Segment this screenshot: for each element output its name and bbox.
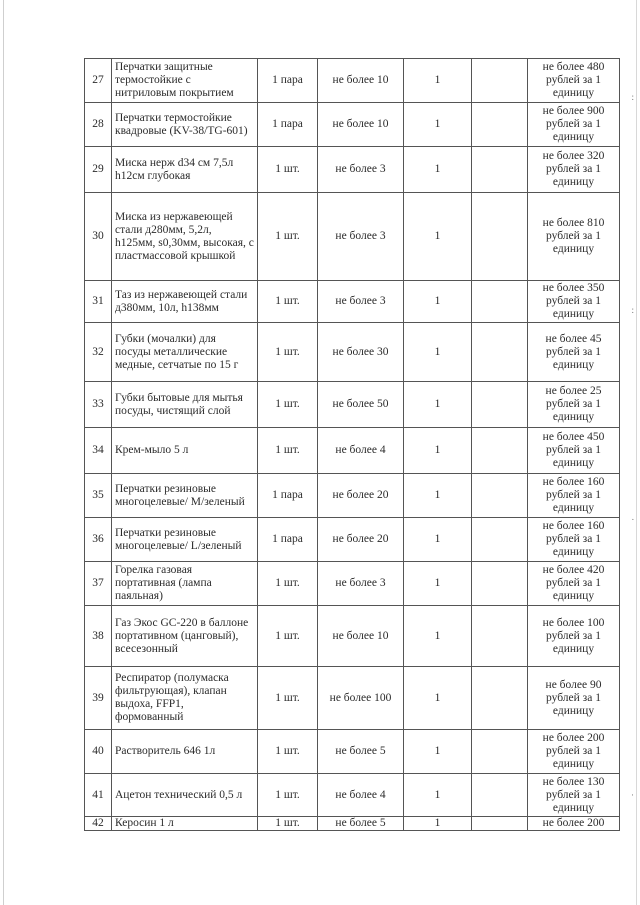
- cell-name: Керосин 1 л: [112, 817, 258, 831]
- cell-name: Перчатки термостойкие квадровые (KV-38/TG-601): [112, 103, 258, 147]
- cell-unit: 1 шт.: [258, 817, 318, 831]
- table-row: [85, 428, 620, 474]
- empty-cell: [472, 103, 528, 147]
- cell-unit: 1 шт.: [258, 606, 318, 667]
- cell-flag: 1: [404, 428, 472, 474]
- cell-flag: 1: [404, 562, 472, 606]
- cell-unit: 1 шт.: [258, 562, 318, 606]
- empty-cell: [472, 562, 528, 606]
- cell-flag: 1: [404, 730, 472, 774]
- empty-cell: [472, 323, 528, 382]
- empty-cell: [472, 774, 528, 817]
- empty-cell: [472, 817, 528, 831]
- table-row: [85, 774, 620, 817]
- cell-name: Крем-мыло 5 л: [112, 428, 258, 474]
- cell-unit: 1 пара: [258, 59, 318, 103]
- table-row: [85, 147, 620, 193]
- table-row: [85, 103, 620, 147]
- cell-name: Таз из нержавеющей стали д380мм, 10л, h138мм: [112, 281, 258, 323]
- cell-flag: 1: [404, 606, 472, 667]
- empty-cell: [472, 606, 528, 667]
- cell-num: 36: [85, 518, 112, 562]
- empty-cell: [472, 193, 528, 281]
- cell-flag: 1: [404, 667, 472, 730]
- cell-qty: не более 3: [318, 281, 404, 323]
- cell-price: не более 810 рублей за 1 единицу: [528, 193, 620, 281]
- empty-cell: [472, 667, 528, 730]
- cell-price: не более 160 рублей за 1 единицу: [528, 518, 620, 562]
- cell-price: не более 25 рублей за 1 единицу: [528, 382, 620, 428]
- cell-num: 40: [85, 730, 112, 774]
- table-row: [85, 730, 620, 774]
- cell-flag: 1: [404, 147, 472, 193]
- cell-name: Перчатки защитные термостойкие с нитриловым покрытием: [112, 59, 258, 103]
- cell-qty: не более 3: [318, 147, 404, 193]
- cell-unit: 1 шт.: [258, 323, 318, 382]
- cell-num: 29: [85, 147, 112, 193]
- cell-flag: 1: [404, 193, 472, 281]
- cell-price: не более 350 рублей за 1 единицу: [528, 281, 620, 323]
- cell-num: 28: [85, 103, 112, 147]
- table-row: [85, 281, 620, 323]
- scan-margin-mark: ·: [631, 790, 634, 800]
- empty-cell: [472, 474, 528, 518]
- cell-name: Ацетон технический 0,5 л: [112, 774, 258, 817]
- items-table: [84, 58, 620, 831]
- scan-edge-left: [3, 0, 4, 905]
- cell-flag: 1: [404, 59, 472, 103]
- cell-qty: не более 3: [318, 193, 404, 281]
- cell-num: 27: [85, 59, 112, 103]
- empty-cell: [472, 730, 528, 774]
- cell-num: 41: [85, 774, 112, 817]
- cell-qty: не более 10: [318, 606, 404, 667]
- cell-flag: 1: [404, 281, 472, 323]
- cell-name: Миска из нержавеющей стали д280мм, 5,2л, h125мм, s0,30мм, высокая, с пластмассовой крышкой: [112, 193, 258, 281]
- cell-flag: 1: [404, 774, 472, 817]
- cell-unit: 1 пара: [258, 474, 318, 518]
- cell-num: 38: [85, 606, 112, 667]
- cell-qty: не более 10: [318, 103, 404, 147]
- cell-flag: 1: [404, 474, 472, 518]
- cell-price: не более 200 рублей за 1 единицу: [528, 730, 620, 774]
- cell-flag: 1: [404, 518, 472, 562]
- table-row: [85, 193, 620, 281]
- cell-num: 39: [85, 667, 112, 730]
- cell-unit: 1 шт.: [258, 730, 318, 774]
- scan-margin-mark: :: [631, 92, 634, 102]
- cell-unit: 1 пара: [258, 518, 318, 562]
- cell-qty: не более 4: [318, 428, 404, 474]
- cell-name: Растворитель 646 1л: [112, 730, 258, 774]
- cell-num: 37: [85, 562, 112, 606]
- empty-cell: [472, 428, 528, 474]
- cell-unit: 1 шт.: [258, 281, 318, 323]
- cell-price: не более 450 рублей за 1 единицу: [528, 428, 620, 474]
- empty-cell: [472, 518, 528, 562]
- cell-name: Перчатки резиновые многоцелевые/ L/зеленый: [112, 518, 258, 562]
- table-row: [85, 59, 620, 103]
- cell-unit: 1 шт.: [258, 147, 318, 193]
- cell-price: не более 130 рублей за 1 единицу: [528, 774, 620, 817]
- empty-cell: [472, 281, 528, 323]
- cell-unit: 1 шт.: [258, 428, 318, 474]
- cell-name: Горелка газовая портативная (лампа паяльная): [112, 562, 258, 606]
- cell-num: 42: [85, 817, 112, 831]
- cell-flag: 1: [404, 323, 472, 382]
- table-row: [85, 562, 620, 606]
- cell-qty: не более 20: [318, 518, 404, 562]
- cell-price: не более 320 рублей за 1 единицу: [528, 147, 620, 193]
- cell-unit: 1 шт.: [258, 667, 318, 730]
- cell-num: 30: [85, 193, 112, 281]
- cell-num: 35: [85, 474, 112, 518]
- cell-price: не более 480 рублей за 1 единицу: [528, 59, 620, 103]
- cell-price: не более 900 рублей за 1 единицу: [528, 103, 620, 147]
- cell-price: не более 420 рублей за 1 единицу: [528, 562, 620, 606]
- cell-price: не более 200: [528, 817, 620, 831]
- cell-num: 34: [85, 428, 112, 474]
- table-row: [85, 817, 620, 831]
- cell-qty: не более 5: [318, 817, 404, 831]
- cell-name: Губки (мочалки) для посуды металлические медные, сетчатые по 15 г: [112, 323, 258, 382]
- cell-flag: 1: [404, 382, 472, 428]
- table-row: [85, 323, 620, 382]
- cell-unit: 1 шт.: [258, 193, 318, 281]
- cell-name: Миска нерж d34 см 7,5л h12см глубокая: [112, 147, 258, 193]
- empty-cell: [472, 382, 528, 428]
- cell-flag: 1: [404, 103, 472, 147]
- cell-name: Газ Экос GC-220 в баллоне портативном (цанговый), всесезонный: [112, 606, 258, 667]
- cell-qty: не более 100: [318, 667, 404, 730]
- cell-flag: 1: [404, 817, 472, 831]
- table-row: [85, 474, 620, 518]
- cell-qty: не более 10: [318, 59, 404, 103]
- scan-edge-right: [636, 0, 637, 905]
- scan-margin-mark: .: [631, 512, 634, 522]
- cell-unit: 1 пара: [258, 103, 318, 147]
- cell-price: не более 90 рублей за 1 единицу: [528, 667, 620, 730]
- table-row: [85, 667, 620, 730]
- table-row: [85, 606, 620, 667]
- cell-num: 32: [85, 323, 112, 382]
- cell-num: 31: [85, 281, 112, 323]
- cell-num: 33: [85, 382, 112, 428]
- cell-price: не более 45 рублей за 1 единицу: [528, 323, 620, 382]
- cell-qty: не более 5: [318, 730, 404, 774]
- cell-unit: 1 шт.: [258, 382, 318, 428]
- cell-price: не более 100 рублей за 1 единицу: [528, 606, 620, 667]
- empty-cell: [472, 59, 528, 103]
- scan-margin-mark: :: [631, 305, 634, 315]
- cell-name: Губки бытовые для мытья посуды, чистящий слой: [112, 382, 258, 428]
- cell-qty: не более 30: [318, 323, 404, 382]
- table-row: [85, 518, 620, 562]
- cell-unit: 1 шт.: [258, 774, 318, 817]
- cell-qty: не более 4: [318, 774, 404, 817]
- empty-cell: [472, 147, 528, 193]
- cell-qty: не более 20: [318, 474, 404, 518]
- cell-price: не более 160 рублей за 1 единицу: [528, 474, 620, 518]
- cell-name: Перчатки резиновые многоцелевые/ M/зеленый: [112, 474, 258, 518]
- cell-name: Респиратор (полумаска фильтрующая), клапан выдоха, FFP1, формованный: [112, 667, 258, 730]
- table-row: [85, 382, 620, 428]
- cell-qty: не более 3: [318, 562, 404, 606]
- cell-qty: не более 50: [318, 382, 404, 428]
